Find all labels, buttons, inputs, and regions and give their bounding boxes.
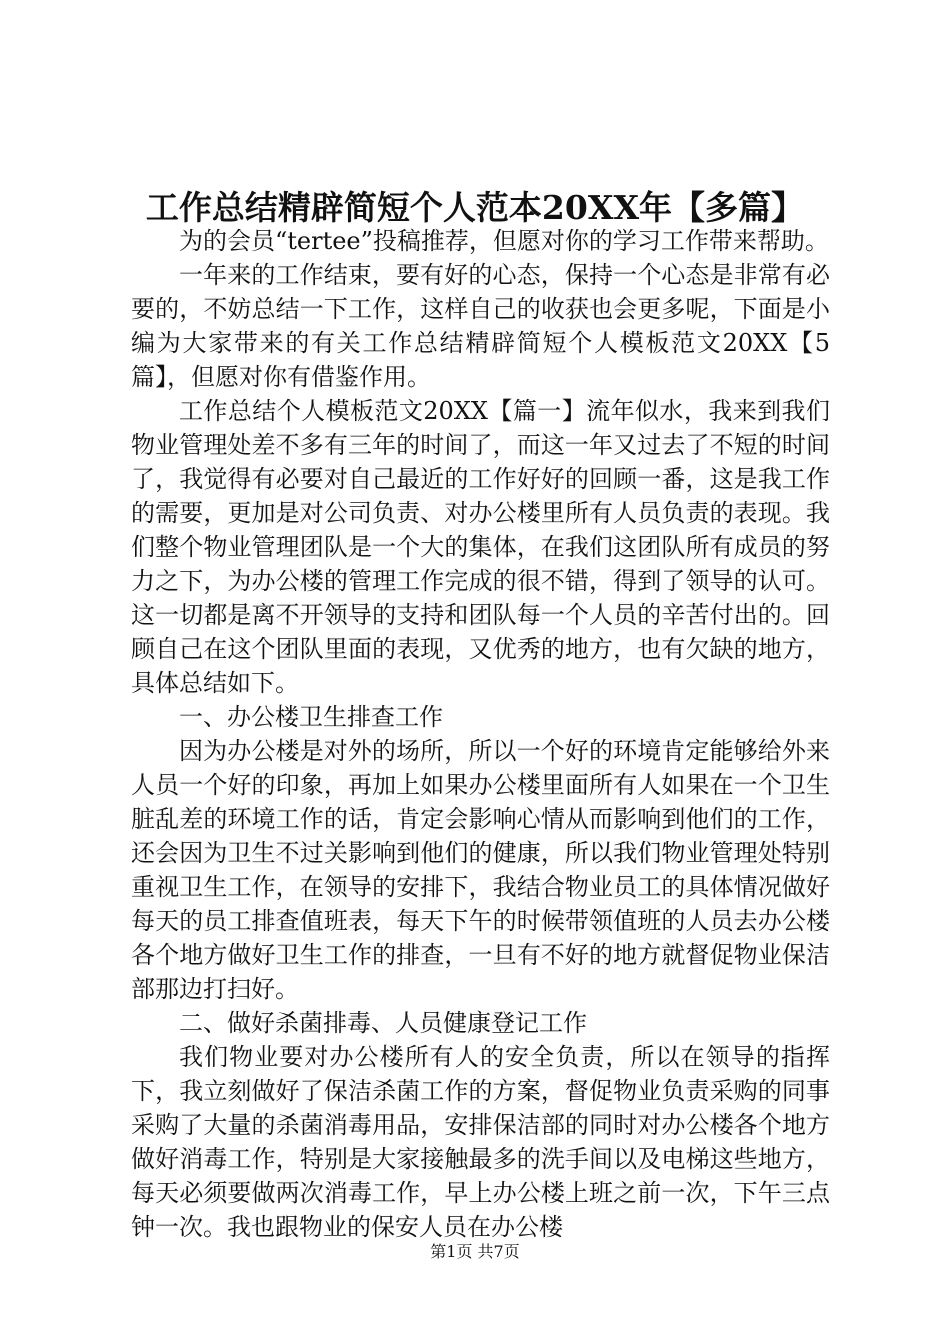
document-title: 工作总结精辟简短个人范本20XX年【多篇】 [145,188,805,227]
paragraph-disinfection: 我们物业要对办公楼所有人的安全负责，所以在领导的指挥下，我立刻做好了保洁杀菌工作的方案，督促物业负责采购的同事采购了大量的杀菌消毒用品，安排保洁部的同时对办公楼各个地方做好消毒工作，特别是大家接触最多的洗手间以及电梯这些地方，每天必须要做两次消毒工作，早上办公楼上班之前一次，下午三点钟一次。我也跟物业的保安人员在办公楼 [131,1043,830,1241]
paragraph-preface: 一年来的工作结束，要有好的心态，保持一个心态是非常有必要的，不妨总结一下工作，这样自己的收获也会更多呢，下面是小编为大家带来的有关工作总结精辟简短个人模板范文20XX【5篇】，但愿对你有借鉴作用。 [131,261,830,391]
document-body [131,224,830,1244]
section-heading-hygiene: 一、办公楼卫生排查工作 [179,703,443,731]
paragraph-hygiene: 因为办公楼是对外的场所，所以一个好的环境肯定能够给外来人员一个好的印象，再加上如果办公楼里面所有人如果在一个卫生脏乱差的环境工作的话，肯定会影响心情从而影响到他们的工作，还会因为卫生不过关影响到他们的健康，所以我们物业管理处特别重视卫生工作，在领导的安排下，我结合物业员工的具体情况做好每天的员工排查值班表，每天下午的时候带领值班的人员去办公楼各个地方做好卫生工作的排查，一旦有不好的地方就督促物业保洁部那边打扫好。 [131,737,830,1003]
section-heading-disinfection: 二、做好杀菌排毒、人员健康登记工作 [179,1009,587,1037]
paragraph-article-one: 工作总结个人模板范文20XX【篇一】流年似水，我来到我们物业管理处差不多有三年的时间了，而这一年又过去了不短的时间了，我觉得有必要对自己最近的工作好好的回顾一番，这是我工作的需要，更加是对公司负责、对办公楼里所有人员负责的表现。我们整个物业管理团队是一个大的集体，在我们这团队所有成员的努力之下，为办公楼的管理工作完成的很不错，得到了领导的认可。这一切都是离不开领导的支持和团队每一个人员的辛苦付出的。回顾自己在这个团队里面的表现，又优秀的地方，也有欠缺的地方，具体总结如下。 [131,397,830,697]
page-footer: 第1页 共7页 [430,1242,520,1261]
paragraph-intro: 为的会员“tertee”投稿推荐，但愿对你的学习工作带来帮助。 [179,227,829,255]
